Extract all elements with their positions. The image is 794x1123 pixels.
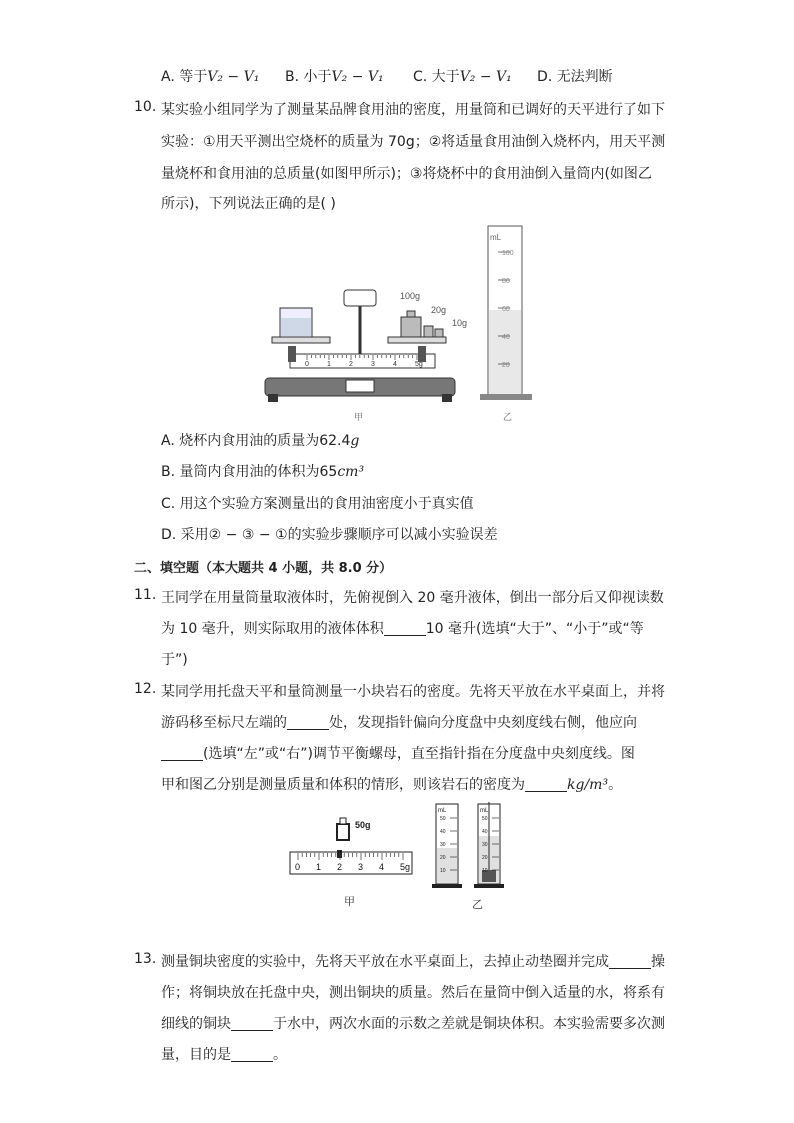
q12-cyl2-tick-label: 30 (482, 842, 488, 848)
q10-option-a-text: A. 烧杯内食用油的质量为62.4 (161, 433, 351, 449)
q12-cyl2-tick-label: 20 (482, 855, 488, 861)
q10-cylinder-unit: mL (490, 233, 502, 242)
q9-option-a-expr: V₂ − V₁ (207, 69, 260, 85)
q10-line-3: 量烧杯和食用油的总质量(如图甲所示)；③将烧杯中的食用油倒入量筒内(如图乙 (161, 166, 652, 182)
q12-text-b: 处，发现指针偏向分度盘中央刻度线右侧，他应向 (329, 715, 637, 731)
q10-line-4: 所示)，下列说法正确的是( ) (161, 196, 336, 212)
q12-text-d: 甲和图乙分别是测量质量和体积的情形，则该岩石的密度为 (161, 777, 525, 793)
q9-option-a-label: A. 等于 (161, 69, 208, 85)
q10-balance-figure (260, 282, 468, 422)
q12-line-2 (161, 712, 637, 732)
q11-line-3: 于”) (161, 652, 188, 668)
q10-option-c: C. 用这个实验方案测量出的食用油密度小于真实值 (161, 496, 474, 512)
q9-option-c (413, 66, 512, 86)
q12-number: 12. (134, 681, 157, 697)
q12-line-1: 某同学用托盘天平和量筒测量一小块岩石的密度。先将天平放在水平桌面上，并将 (161, 684, 665, 700)
q12-cyl2-tick-label: 10 (482, 868, 488, 874)
q12-cyl1-tick-label: 40 (440, 829, 446, 835)
q12-text-end: 。 (608, 777, 623, 793)
q9-option-b (285, 66, 384, 86)
q12-scale-tick-label: 2 (337, 862, 343, 872)
q13-line-3 (161, 1013, 665, 1033)
q13-blank-1[interactable] (609, 954, 651, 969)
q10-scale-tick-label: 5g (415, 361, 423, 368)
q10-option-d: D. 采用② − ③ − ①的实验步骤顺序可以减小实验误差 (161, 527, 498, 543)
q12-cyl-unit-2: mL (480, 808, 489, 814)
q10-scale-tick-label: 0 (305, 361, 309, 368)
q12-scale-tick-label: 0 (295, 862, 301, 872)
q12-cyl-unit-1: mL (438, 808, 447, 814)
q12-scale-tick-label: 5g (400, 862, 411, 872)
q12-blank-3[interactable] (525, 777, 567, 792)
q10-cyl-tick-label: 100 (502, 250, 514, 257)
q13-line-1 (161, 951, 665, 971)
q10-fig-jia-label: 甲 (354, 413, 364, 423)
q12-cyl1-tick-label: 30 (440, 842, 446, 848)
q12-cyl2-tick-label: 40 (482, 829, 488, 835)
section-2-header: 二、填空题（本大题共 4 小题，共 8.0 分） (134, 561, 393, 576)
q13-text-e: 量，目的是 (161, 1047, 231, 1063)
q10-option-b-text: B. 量筒内食用油的体积为65 (161, 464, 338, 480)
q12-scale-figure (285, 812, 415, 892)
q10-line-2: 实验：①用天平测出空烧杯的质量为 70g；②将适量食用油倒入烧杯内，用天平测 (161, 134, 666, 150)
q11-blank[interactable] (384, 621, 426, 636)
q12-cyl1-tick-label: 50 (440, 816, 446, 822)
q10-weight-100g: 100g (400, 291, 421, 301)
q12-scale-tick-label: 1 (316, 862, 322, 872)
q10-cylinder-figure (480, 222, 540, 412)
q10-weight-10g: 10g (452, 318, 468, 328)
q10-fig-yi-label: 乙 (503, 413, 513, 423)
q13-blank-2[interactable] (231, 1016, 273, 1031)
q12-line-3 (161, 743, 635, 763)
q12-weight-label: 50g (355, 820, 371, 830)
q10-option-a (161, 430, 359, 450)
q11-text-b: 10 毫升(选填“大于”、“小于”或“等 (425, 621, 644, 637)
q12-cylinders-figure (430, 800, 510, 890)
q12-text-c: (选填“左”或“右”)调节平衡螺母，直至指针指在分度盘中央刻度线。图 (203, 746, 635, 762)
q13-number: 13. (134, 951, 157, 967)
q10-option-b (161, 461, 364, 481)
q9-option-c-expr: V₂ − V₁ (459, 69, 512, 85)
q10-scale-tick-label: 4 (393, 361, 397, 368)
q13-blank-3[interactable] (231, 1047, 273, 1062)
q10-scale-tick-label: 1 (327, 361, 331, 368)
q10-line-1: 某实验小组同学为了测量某品牌食用油的密度，用量筒和已调好的天平进行了如下 (161, 102, 665, 118)
q12-cyl1-tick-label: 20 (440, 855, 446, 861)
q10-scale-tick-label: 2 (349, 361, 353, 368)
q12-text-a: 游码移至标尺左端的 (161, 715, 287, 731)
q9-option-b-expr: V₂ − V₁ (331, 69, 384, 85)
q13-line-4 (161, 1044, 287, 1064)
q13-text-f: 。 (273, 1047, 287, 1063)
q9-option-b-label: B. 小于 (285, 69, 332, 85)
q13-text-c: 细线的铜块 (161, 1016, 231, 1032)
q10-scale-tick-label: 3 (371, 361, 375, 368)
q12-unit: kg/m³ (567, 777, 609, 793)
q11-text-a: 为 10 毫升，则实际取用的液体体积 (161, 621, 384, 637)
q10-cyl-tick-label: 40 (502, 334, 510, 341)
q12-scale-tick-label: 4 (379, 862, 385, 872)
q11-number: 11. (134, 587, 157, 603)
q10-cyl-tick-label: 20 (502, 362, 510, 369)
q10-cyl-tick-label: 60 (502, 306, 510, 313)
q9-option-d: D. 无法判断 (537, 69, 613, 85)
q10-option-a-unit: g (350, 433, 360, 449)
q13-text-d: 于水中，两次水面的示数之差就是铜块体积。本实验需要多次测 (273, 1016, 665, 1032)
q10-cyl-tick-label: 80 (502, 278, 510, 285)
q9-option-a (161, 66, 259, 86)
q11-line-2 (161, 618, 644, 638)
q13-line-2: 作；将铜块放在托盘中央，测出铜块的质量。然后在量筒中倒入适量的水，将系有 (161, 985, 665, 1001)
q12-fig-yi-label: 乙 (472, 898, 483, 911)
q12-blank-2[interactable] (161, 746, 203, 761)
q12-cyl1-tick-label: 10 (440, 868, 446, 874)
q13-text-b: 操 (651, 954, 665, 970)
q9-option-c-label: C. 大于 (413, 69, 460, 85)
q10-option-b-unit: cm³ (337, 464, 365, 480)
q10-weight-20g: 20g (431, 305, 447, 315)
q12-line-4 (161, 774, 622, 794)
q12-scale-tick-label: 3 (358, 862, 364, 872)
q12-cyl2-tick-label: 50 (482, 816, 488, 822)
q12-fig-jia-label: 甲 (344, 895, 355, 908)
q13-text-a: 测量铜块密度的实验中，先将天平放在水平桌面上，去掉止动垫圈并完成 (161, 954, 609, 970)
q12-blank-1[interactable] (287, 715, 329, 730)
q11-line-1: 王同学在用量筒量取液体时，先俯视倒入 20 毫升液体，倒出一部分后又仰视读数 (161, 590, 664, 606)
q10-number: 10. (134, 99, 157, 115)
